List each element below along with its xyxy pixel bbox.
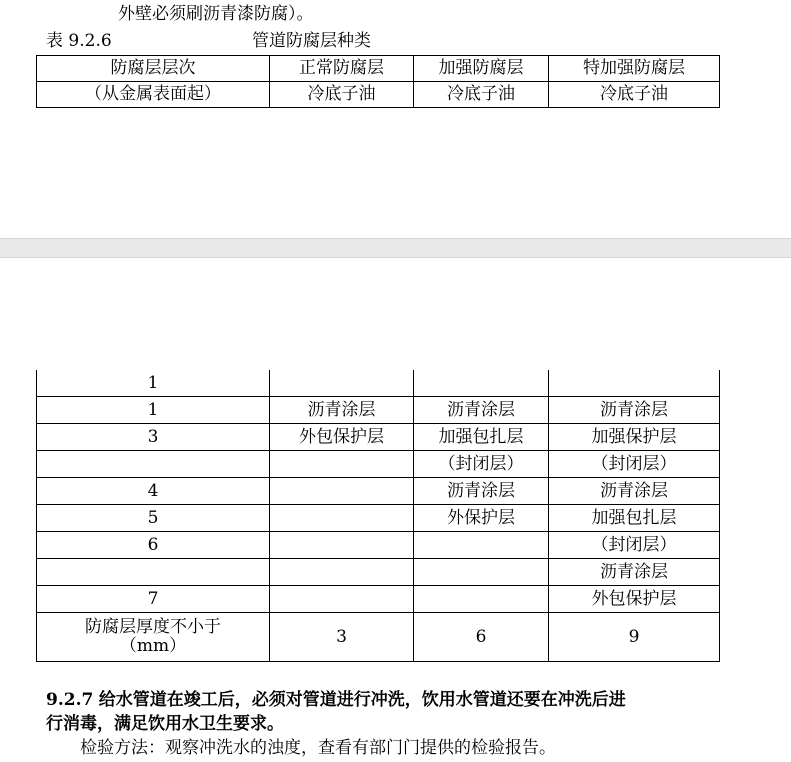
table-row <box>37 586 720 613</box>
header-cell: 防腐层层次 <box>37 56 270 82</box>
table-cell <box>270 505 414 532</box>
table-cell: 沥青涂层 <box>414 478 549 505</box>
table-cell: 7 <box>37 586 270 613</box>
table-cell: 冷底子油 <box>549 82 720 108</box>
thickness-label-cell <box>37 613 270 662</box>
thickness-value: 3 <box>270 613 414 662</box>
header-cell: 特加强防腐层 <box>549 56 720 82</box>
table-title: 管道防腐层种类 <box>252 31 371 51</box>
table-cell <box>37 559 270 586</box>
table-cell: 3 <box>37 424 270 451</box>
thickness-label-line2: （mm） <box>119 636 187 656</box>
table-cell: 4 <box>37 478 270 505</box>
table-row <box>37 397 720 424</box>
table-cell: （从金属表面起） <box>37 82 270 108</box>
table-cell <box>270 478 414 505</box>
table-number: 表 9.2.6 <box>46 31 112 51</box>
table-row <box>37 424 720 451</box>
table-cell: （封闭层） <box>549 532 720 559</box>
table-cell: 1 <box>37 370 270 397</box>
table-row <box>37 370 720 397</box>
header-cell: 正常防腐层 <box>270 56 414 82</box>
table-cell <box>414 559 549 586</box>
header-cell: 加强防腐层 <box>414 56 549 82</box>
table-cell: 沥青涂层 <box>549 397 720 424</box>
table-cell: 冷底子油 <box>414 82 549 108</box>
table-cell <box>270 586 414 613</box>
intro-line: 外壁必须刷沥青漆防腐）。 <box>118 4 314 24</box>
table-cell: 外保护层 <box>414 505 549 532</box>
table-cell: 沥青涂层 <box>270 397 414 424</box>
table-cell <box>270 370 414 397</box>
thickness-value: 6 <box>414 613 549 662</box>
table-cell <box>37 451 270 478</box>
table-cell: 沥青涂层 <box>549 478 720 505</box>
table-cell <box>270 559 414 586</box>
table-row <box>37 451 720 478</box>
table-cell: 1 <box>37 397 270 424</box>
table-cell: （封闭层） <box>549 451 720 478</box>
thickness-label-line1: 防腐层厚度不小于 <box>85 617 221 637</box>
inspection-method: 检验方法：观察冲洗水的浊度，查看有部门门提供的检验报告。 <box>80 738 556 758</box>
table-cell: 6 <box>37 532 270 559</box>
table-cell: 沥青涂层 <box>414 397 549 424</box>
table-cell <box>414 370 549 397</box>
table-cell <box>270 451 414 478</box>
page-break <box>0 238 791 258</box>
table-cell <box>414 532 549 559</box>
table-cell: （封闭层） <box>414 451 549 478</box>
section-text-1: 给水管道在竣工后，必须对管道进行冲洗，饮用水管道还要在冲洗后进 <box>98 690 626 710</box>
table-cell: 沥青涂层 <box>549 559 720 586</box>
table-header-row <box>37 56 720 82</box>
thickness-value: 9 <box>549 613 720 662</box>
table-row <box>37 82 720 108</box>
table-cell <box>270 532 414 559</box>
table-cell: 5 <box>37 505 270 532</box>
section-line-1 <box>46 688 626 712</box>
table-row <box>37 505 720 532</box>
table-cell: 外包保护层 <box>270 424 414 451</box>
table-cell: 加强保护层 <box>549 424 720 451</box>
section-text-2: 行消毒，满足饮用水卫生要求。 <box>46 714 284 734</box>
section-number: 9.2.7 <box>46 690 94 710</box>
table-row <box>37 478 720 505</box>
thickness-row <box>37 613 720 662</box>
table-cell: 加强包扎层 <box>549 505 720 532</box>
table-row <box>37 559 720 586</box>
anticorrosion-table-top <box>36 55 720 108</box>
table-cell: 外包保护层 <box>549 586 720 613</box>
table-row <box>37 532 720 559</box>
anticorrosion-table-bottom <box>36 370 720 662</box>
table-cell <box>549 370 720 397</box>
table-cell <box>414 586 549 613</box>
table-cell: 冷底子油 <box>270 82 414 108</box>
table-cell: 加强包扎层 <box>414 424 549 451</box>
